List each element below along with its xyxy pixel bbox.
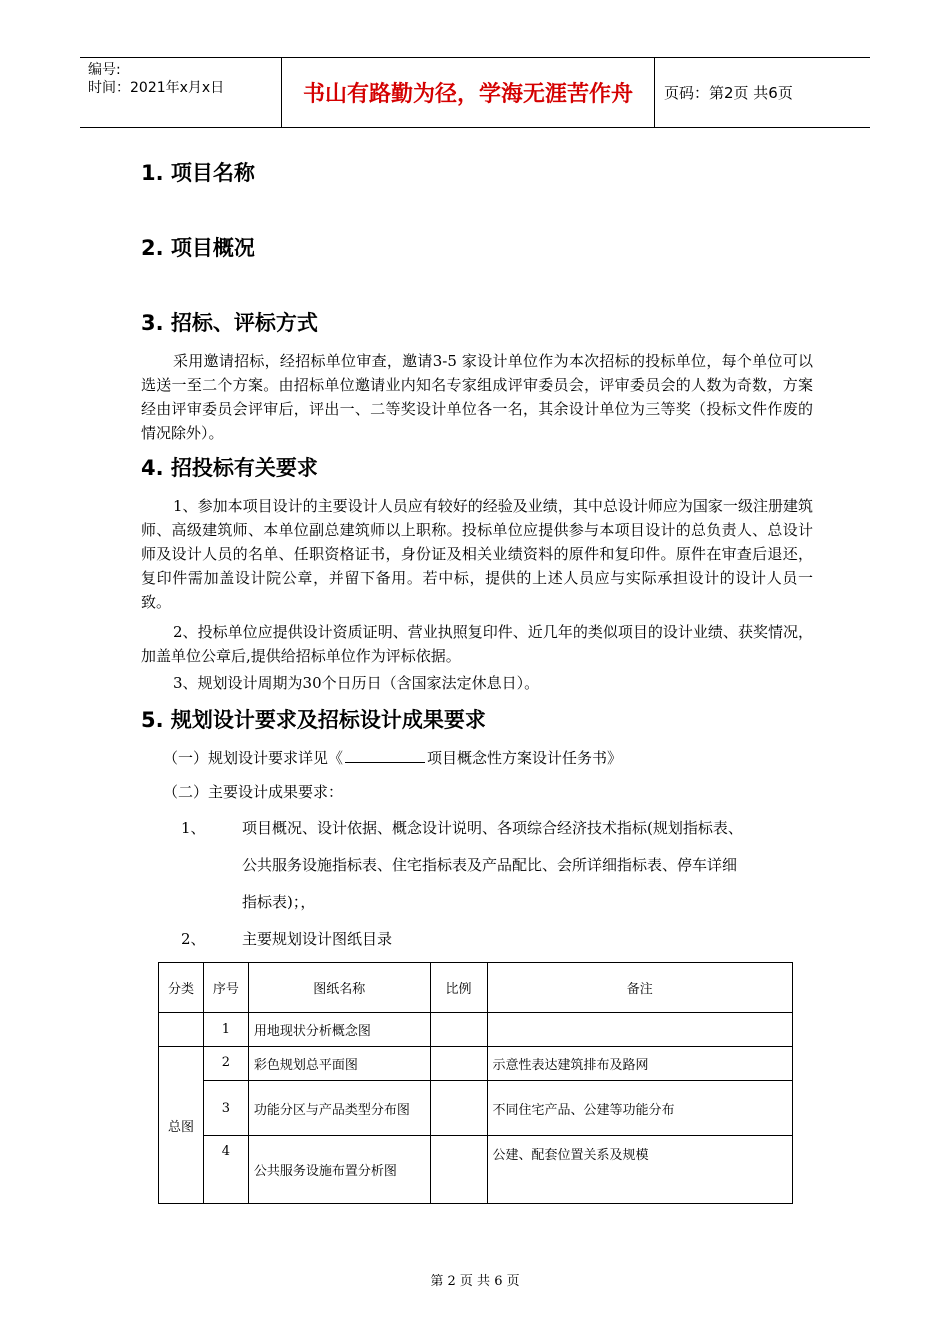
section-4-paragraph-1: 1、参加本项目设计的主要设计人员应有较好的经验及业绩，其中总设计师应为国家一级注册建筑师、高级建筑师、本单位副总建筑师以上职称。投标单位应提供参与本项目设计的总负责人、总设计师及设计人员的名单、任职资格证书，身份证及相关业绩资料的原件和复印件。原件在审查后退还，复印件需加盖设计院公章，并留下备用。若中标，提供的上述人员应与实际承担设计的设计人员一致。 — [141, 497, 813, 611]
drawing-name: 彩色规划总平面图 — [248, 1047, 430, 1081]
fill-in-blank — [345, 748, 425, 763]
drawing-list-table — [158, 962, 793, 1204]
scale-cell — [430, 1081, 487, 1136]
section-heading-4: 4. 招投标有关要求 — [141, 456, 318, 480]
row-number: 3 — [203, 1081, 248, 1136]
deliverables-line: （二）主要设计成果要求： — [163, 783, 344, 801]
design-requirements-line — [163, 746, 622, 770]
drawing-name: 用地现状分析概念图 — [248, 1013, 430, 1047]
drawing-name: 功能分区与产品类型分布图 — [248, 1081, 430, 1136]
item-2-text: 主要规划设计图纸目录 — [242, 930, 393, 948]
table-row — [159, 1047, 793, 1081]
page-header — [80, 57, 870, 128]
column-header: 分类 — [159, 963, 204, 1013]
document-date: 时间：2021年x月x日 — [88, 80, 225, 96]
table-header-row — [159, 963, 793, 1013]
note-cell: 公建、配套位置关系及规模 — [487, 1136, 793, 1204]
document-number-label: 编号: — [88, 62, 121, 78]
column-header: 图纸名称 — [248, 963, 430, 1013]
category-cell — [159, 1013, 204, 1047]
header-page-number: 页码：第2页 共6页 — [664, 84, 793, 102]
column-header: 备注 — [487, 963, 793, 1013]
page-footer: 第 2 页 共 6 页 — [430, 1274, 520, 1289]
item-1-line-1: 项目概况、设计依据、概念设计说明、各项综合经济技术指标(规划指标表、 — [242, 819, 743, 837]
section-heading-2: 2. 项目概况 — [141, 236, 255, 260]
table-row — [159, 1081, 793, 1136]
requirements-suffix: 项目概念性方案设计任务书》 — [427, 749, 623, 767]
section-heading-5: 5. 规划设计要求及招标设计成果要求 — [141, 708, 486, 732]
row-number: 2 — [203, 1047, 248, 1081]
note-cell — [487, 1013, 793, 1047]
section-heading-1: 1. 项目名称 — [141, 161, 255, 185]
item-2-number: 2、 — [181, 930, 206, 948]
row-number: 4 — [203, 1136, 248, 1204]
item-1-line-2: 公共服务设施指标表、住宅指标表及产品配比、会所详细指标表、停车详细 — [242, 856, 738, 874]
note-cell: 不同住宅产品、公建等功能分布 — [487, 1081, 793, 1136]
requirements-prefix: （一）规划设计要求详见《 — [163, 749, 344, 767]
category-cell: 总图 — [159, 1047, 204, 1204]
header-meta — [88, 61, 224, 97]
drawing-name: 公共服务设施布置分析图 — [248, 1136, 430, 1204]
column-header: 比例 — [430, 963, 487, 1013]
header-motto: 书山有路勤为径，学海无涯苦作舟 — [302, 82, 633, 107]
section-3-paragraph: 采用邀请招标，经招标单位审查，邀请3-5 家设计单位作为本次招标的投标单位，每个单位可以选送一至二个方案。由招标单位邀请业内知名专家组成评审委员会，评审委员会的人数为奇数，方案经由评审委员会评审后，评出一、二等奖设计单位各一名，其余设计单位为三等奖（投标文件作废的情况除外）。 — [141, 352, 813, 442]
scale-cell — [430, 1136, 487, 1204]
scale-cell — [430, 1013, 487, 1047]
row-number: 1 — [203, 1013, 248, 1047]
note-cell: 示意性表达建筑排布及路网 — [487, 1047, 793, 1081]
header-divider — [654, 58, 655, 127]
table-row — [159, 1013, 793, 1047]
section-heading-3: 3. 招标、评标方式 — [141, 311, 318, 335]
section-4-paragraph-3: 3、规划设计周期为30个日历日（含国家法定休息日）。 — [173, 674, 540, 692]
item-1-line-3: 指标表)；， — [242, 893, 316, 911]
table-row — [159, 1136, 793, 1204]
scale-cell — [430, 1047, 487, 1081]
column-header: 序号 — [203, 963, 248, 1013]
item-1-number: 1、 — [181, 819, 206, 837]
section-4-paragraph-2: 2、投标单位应提供设计资质证明、营业执照复印件、近几年的类似项目的设计业绩、获奖情况，加盖单位公章后,提供给招标单位作为评标依据。 — [141, 623, 813, 665]
